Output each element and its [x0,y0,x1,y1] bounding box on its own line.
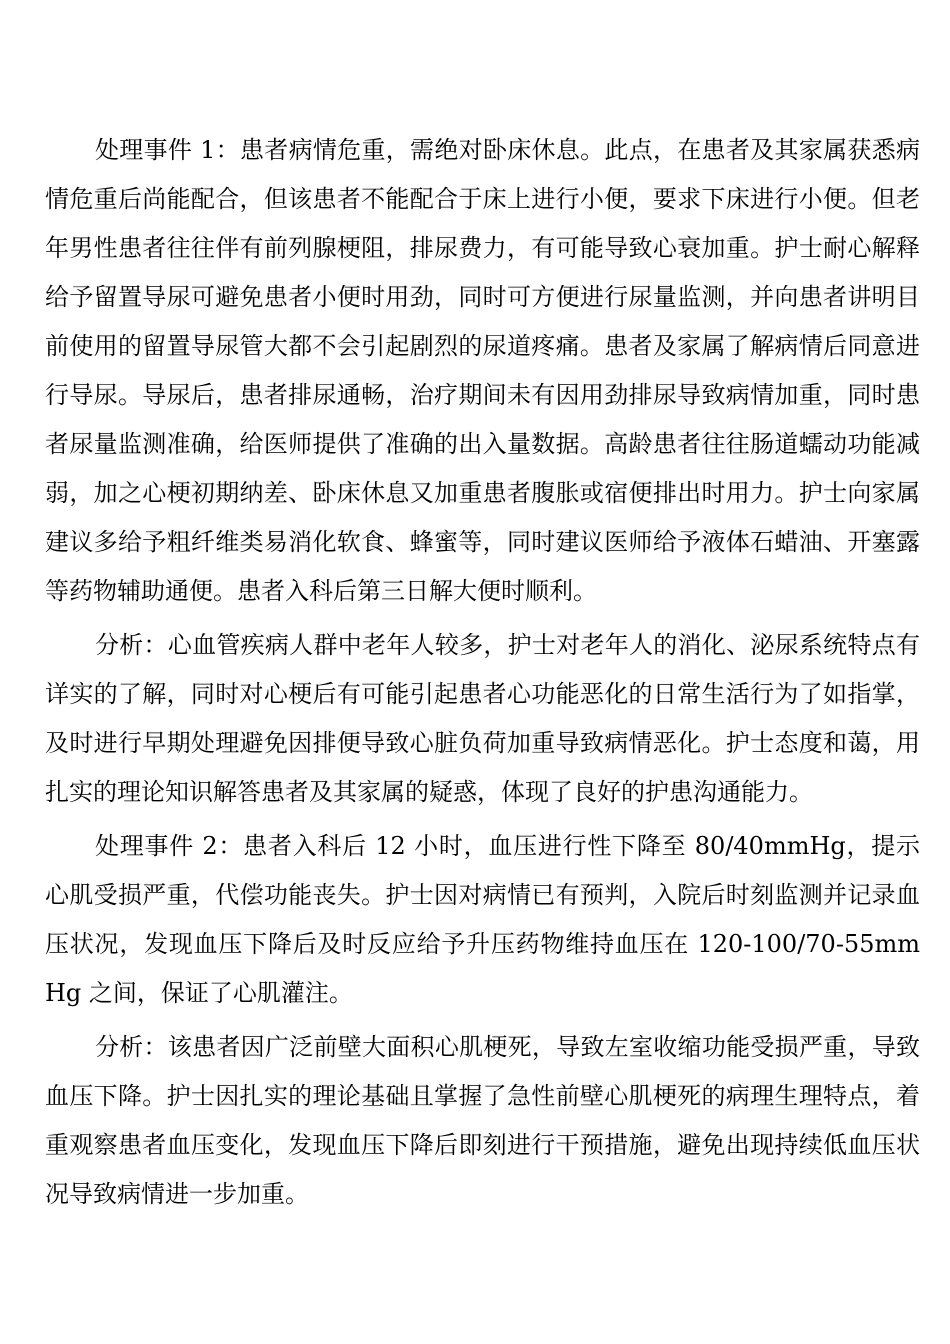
paragraph-analysis-1: 分析：心血管疾病人群中老年人较多，护士对老年人的消化、泌尿系统特点有详实的了解，同时对心梗后有可能引起患者心功能恶化的日常生活行为了如指掌，及时进行早期处理避免因排便导致心脏负荷加重导致病情恶化。护士态度和蔼，用扎实的理论知识解答患者及其家属的疑惑，体现了良好的护患沟通能力。 [45,631,920,806]
paragraph-analysis-2: 分析：该患者因广泛前壁大面积心肌梗死，导致左室收缩功能受损严重，导致血压下降。护士因扎实的理论基础且掌握了急性前壁心肌梗死的病理生理特点，着重观察患者血压变化，发现血压下降后即刻进行干预措施，避免出现持续低血压状况导致病情进一步加重。 [45,1033,920,1208]
paragraph-event-2: 处理事件 2：患者入科后 12 小时，血压进行性下降至 80/40mmHg，提示心肌受损严重，代偿功能丧失。护士因对病情已有预判，入院后时刻监测并记录血压状况，发现血压下降后及时反应给予升压药物维持血压在 120-100/70-55mmHg 之间，保证了心肌灌注。 [45,832,920,1007]
paragraph-event-1: 处理事件 1：患者病情危重，需绝对卧床休息。此点，在患者及其家属获悉病情危重后尚能配合，但该患者不能配合于床上进行小便，要求下床进行小便。但老年男性患者往往伴有前列腺梗阻，排尿费力，有可能导致心衰加重。护士耐心解释给予留置导尿可避免患者小便时用劲，同时可方便进行尿量监测，并向患者讲明目前使用的留置导尿管大都不会引起剧烈的尿道疼痛。患者及家属了解病情后同意进行导尿。导尿后，患者排尿通畅，治疗期间未有因用劲排尿导致病情加重，同时患者尿量监测准确，给医师提供了准确的出入量数据。高龄患者往往肠道蠕动功能减弱，加之心梗初期纳差、卧床休息又加重患者腹胀或宿便排出时用力。护士向家属建议多给予粗纤维类易消化软食、蜂蜜等，同时建议医师给予液体石蜡油、开塞露等药物辅助通便。患者入科后第三日解大便时顺利。 [45,136,920,605]
document-page [45,126,920,1224]
